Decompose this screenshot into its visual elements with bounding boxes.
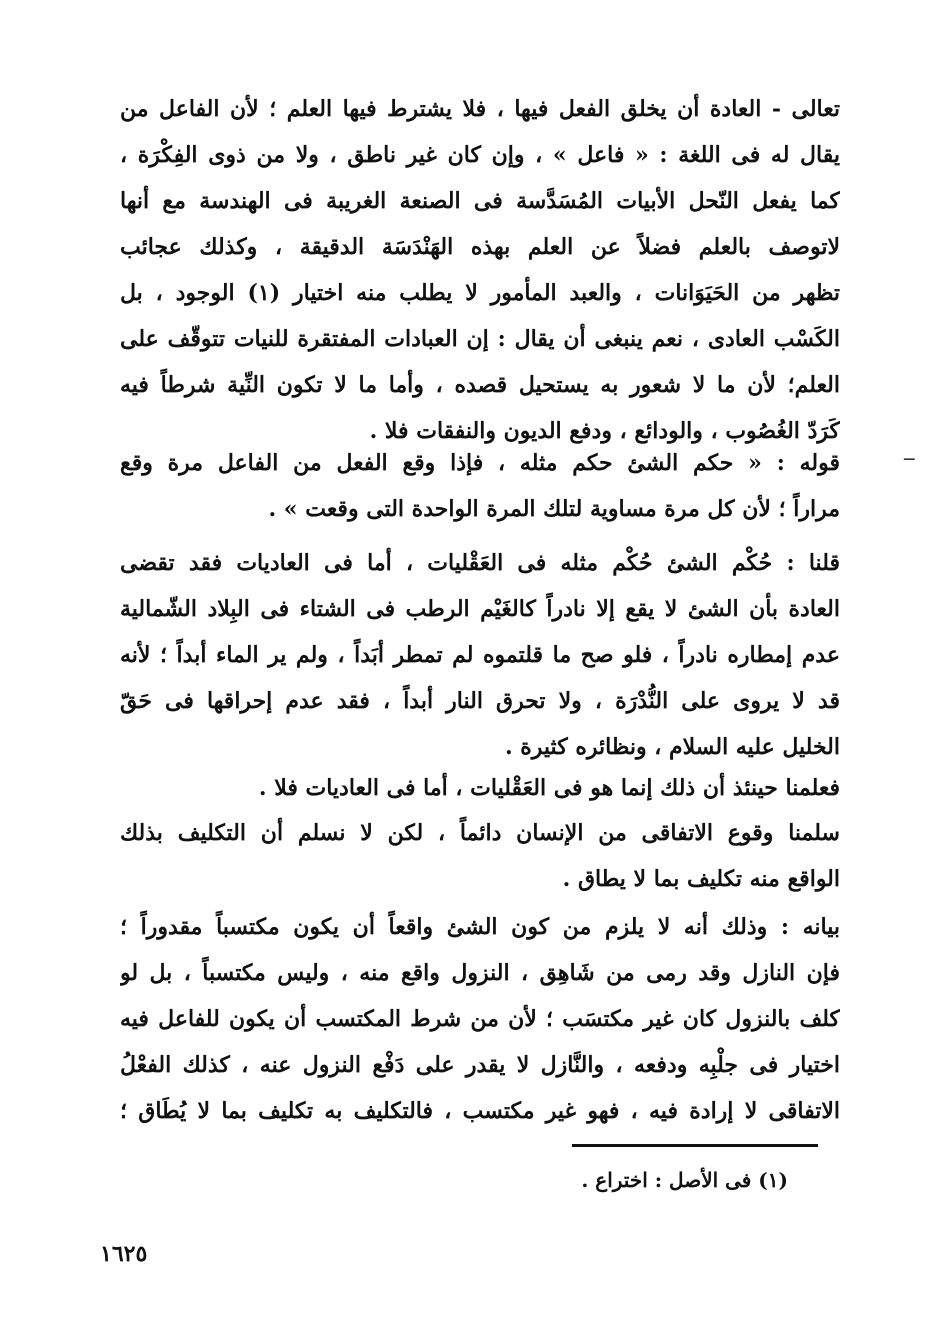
text-line: كما يفعل النّحل الأبيات المُسَدَّسة فى الصنعة الغريبة فى الهندسة مع أنها [120, 188, 840, 214]
paragraph-1 [120, 86, 840, 454]
text-line: قد لا يروى على النُّدْرَة ، ولا تحرق النار أبداً ، فقد عدم إحراقها فى حَقّ [120, 688, 840, 714]
text-line: العادة بأن الشئ لا يقع إلا نادراً كالغَيْم الرطب فى الشتاء فى البِلاد الشّمالية [120, 596, 840, 622]
text-line: مراراً ؛ لأن كل مرة مساوية لتلك المرة الواحدة التى وقعت » . [268, 496, 840, 522]
text-line: سلمنا وقوع الاتفاقى من الإنسان دائماً ، لكن لا نسلم أن التكليف بذلك [120, 820, 840, 846]
paragraph-6 [120, 904, 840, 1134]
text-line: تعالى - العادة أن يخلق الفعل فيها ، فلا يشترط فيها العلم ؛ لأن الفاعل من [120, 96, 840, 122]
text-line: الواقع منه تكليف بما لا يطاق . [562, 866, 840, 892]
text-line: كلف بالنزول كان غير مكتسَب ؛ لأن من شرط المكتسب أن يكون للفاعل فيه [120, 1006, 840, 1032]
text-line: فإن النازل وقد رمى من شَاهِق ، النزول واقع منه ، وليس مكتسباً ، بل لو [120, 960, 840, 986]
paragraph-5 [120, 810, 840, 902]
text-line: الاتفاقى لا إرادة فيه ، فهو غير مكتسب ، فالتكليف به تكليف بما لا يُطَاق ؛ [120, 1098, 840, 1124]
margin-mark: ــ [904, 444, 915, 465]
footnote-divider [572, 1144, 818, 1147]
text-line: يقال له فى اللغة : « فاعل » ، وإن كان غير ناطق ، ولا من ذوى الفِكْرَة ، [120, 142, 840, 168]
text-line: اختيار فى جلْبِه ودفعه ، والنَّازل لا يقدر على دَفْع النزول عنه ، كذلك الفعْلُ [120, 1052, 840, 1078]
text-line: العلم؛ لأن ما لا شعور به يستحيل قصده ، وأما ما لا تكون النِّية شرطاً فيه [120, 372, 840, 398]
paragraph-2 [120, 440, 840, 532]
paragraph-3 [120, 540, 840, 770]
footnote: (١) فى الأصل : اختراع . [581, 1168, 788, 1192]
text-line: كَرَدّ الغُصُوب ، والودائع ، ودفع الديون والنفقات فلا . [369, 418, 840, 444]
text-line: بيانه : وذلك أنه لا يلزم من كون الشئ واقعاً أن يكون مكتسباً مقدوراً ؛ [120, 914, 840, 940]
paragraph-4 [120, 765, 840, 811]
text-line: الكَسْب العادى ، نعم ينبغى أن يقال : إن العبادات المفتقرة للنيات تتوقّف على [120, 326, 840, 352]
page-number: ١٦٢٥ [100, 1241, 148, 1267]
text-line: قوله : « حكم الشئ حكم مثله ، فإذا وقع الفعل من الفاعل مرة وقع [120, 450, 840, 476]
text-line: فعلمنا حينئذ أن ذلك إنما هو فى العَقْليات ، أما فى العاديات فلا . [258, 775, 840, 801]
text-line: تظهر من الحَيَوَانات ، والعبد المأمور لا يطلب منه اختيار (١) الوجود ، بل [120, 280, 840, 306]
text-line: قلنا : حُكْم الشئ حُكْم مثله فى العَقْليات ، أما فى العاديات فقد تقضى [120, 550, 840, 576]
text-line: الخليل عليه السلام ، ونظائره كثيرة . [504, 734, 840, 760]
text-line: لاتوصف بالعلم فضلاً عن العلم بهذه الهَنْدَسَة الدقيقة ، وكذلك عجائب [120, 234, 840, 260]
text-line: عدم إمطاره نادراً ، فلو صح ما قلتموه لم تمطر أبَداً ، ولم ير الماء أبداً ؛ لأنه [120, 642, 840, 668]
